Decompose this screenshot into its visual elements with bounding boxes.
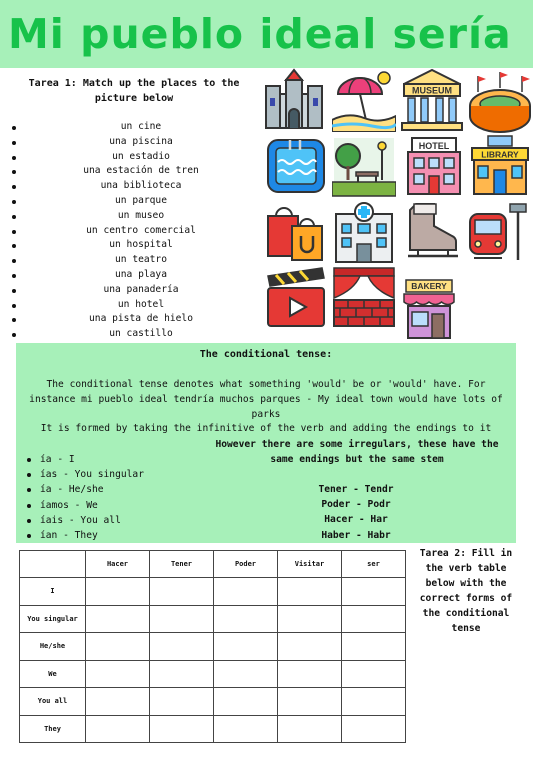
- answer-cell[interactable]: [86, 688, 150, 716]
- person-row-label: I: [20, 578, 86, 606]
- ending-item: ían - They: [24, 528, 194, 543]
- verb-table: [19, 550, 406, 743]
- page-title: Mi pueblo ideal sería: [8, 10, 512, 58]
- train-station-icon: [466, 200, 530, 264]
- answer-cell[interactable]: [214, 715, 278, 743]
- answer-cell[interactable]: [86, 715, 150, 743]
- theatre-icon: [332, 266, 396, 330]
- place-item: una panadería: [10, 283, 260, 298]
- table-row: [20, 688, 406, 716]
- table-row: [20, 660, 406, 688]
- beach-icon: [332, 68, 396, 132]
- table-row: [20, 605, 406, 633]
- grammar-intro-text: The conditional tense denotes what something 'would' be or 'would' have. For instance mi pueblo ideal tendría muchos parques - My ideal town would have lots of parks: [29, 379, 503, 420]
- person-row-label: They: [20, 715, 86, 743]
- museum-icon: [400, 68, 464, 132]
- answer-cell[interactable]: [278, 688, 342, 716]
- ending-item: íais - You all: [24, 513, 194, 528]
- answer-cell[interactable]: [150, 605, 214, 633]
- table-row: [20, 633, 406, 661]
- verb-column-header: Tener: [150, 551, 214, 578]
- answer-cell[interactable]: [342, 660, 406, 688]
- places-picture-grid: [262, 66, 533, 338]
- answer-cell[interactable]: [150, 715, 214, 743]
- irregular-stem-item: Hacer - Har: [324, 514, 388, 526]
- answer-cell[interactable]: [86, 660, 150, 688]
- answer-cell[interactable]: [214, 578, 278, 606]
- hospital-icon: [332, 200, 396, 264]
- table-row: [20, 715, 406, 743]
- answer-cell[interactable]: [278, 660, 342, 688]
- person-row-label: You singular: [20, 605, 86, 633]
- bakery-sign-text: BAKERY: [411, 281, 447, 291]
- place-item: un hotel: [10, 298, 260, 313]
- castle-icon: [262, 68, 326, 132]
- answer-cell[interactable]: [342, 688, 406, 716]
- answer-cell[interactable]: [86, 605, 150, 633]
- answer-cell[interactable]: [342, 715, 406, 743]
- place-item: un castillo: [10, 327, 260, 342]
- swimming-pool-icon: [264, 134, 328, 198]
- irregular-stems-list: [286, 482, 426, 543]
- grammar-heading: The conditional tense:: [199, 349, 333, 360]
- grammar-formation-text: It is formed by taking the infinitive of the verb and adding the endings to it: [40, 423, 492, 434]
- irregulars-note: However there are some irregulars, these have the same endings but the same stem: [215, 439, 499, 465]
- answer-cell[interactable]: [278, 715, 342, 743]
- answer-cell[interactable]: [278, 633, 342, 661]
- place-item: una estación de tren: [10, 164, 260, 179]
- irregular-stem-item: Haber - Habr: [321, 529, 391, 541]
- person-row-label: He/she: [20, 633, 86, 661]
- place-item: un parque: [10, 194, 260, 209]
- verb-column-header: Hacer: [86, 551, 150, 578]
- conditional-tense-section: [16, 343, 516, 543]
- answer-cell[interactable]: [150, 660, 214, 688]
- verb-column-header: Poder: [214, 551, 278, 578]
- person-row-label: We: [20, 660, 86, 688]
- place-item: una pista de hielo: [10, 312, 260, 327]
- irregular-stem-item: Tener - Tendr: [318, 484, 394, 495]
- irregular-stem-item: Poder - Podr: [321, 499, 391, 511]
- answer-cell[interactable]: [214, 660, 278, 688]
- museum-sign-text: MUSEUM: [412, 85, 452, 96]
- places-list: [10, 120, 260, 342]
- place-item: un centro comercial: [10, 224, 260, 239]
- answer-cell[interactable]: [86, 633, 150, 661]
- task1-instruction: Tarea 1: Match up the places to the picture below: [28, 78, 240, 104]
- ending-item: íamos - We: [24, 498, 194, 513]
- title-banner: [0, 0, 533, 68]
- endings-list: [24, 452, 194, 543]
- answer-cell[interactable]: [342, 605, 406, 633]
- library-sign-text: LIBRARY: [481, 149, 519, 160]
- answer-cell[interactable]: [278, 605, 342, 633]
- task2-instruction: Tarea 2: Fill in the verb table below with the correct forms of the conditional tense: [419, 548, 513, 634]
- answer-cell[interactable]: [214, 605, 278, 633]
- bakery-icon: [402, 278, 466, 342]
- answer-cell[interactable]: [150, 578, 214, 606]
- shopping-bags-icon: [264, 200, 328, 264]
- verb-table-header-row: [20, 551, 406, 578]
- hotel-sign-text: HOTEL: [418, 141, 450, 151]
- cinema-icon: [264, 266, 328, 330]
- verb-table-corner-cell: [20, 551, 86, 578]
- ending-item: ía - I: [24, 452, 194, 467]
- ending-item: ías - You singular: [24, 467, 194, 482]
- library-icon: [468, 134, 532, 198]
- hotel-icon: [402, 134, 466, 198]
- answer-cell[interactable]: [86, 578, 150, 606]
- answer-cell[interactable]: [342, 578, 406, 606]
- answer-cell[interactable]: [214, 688, 278, 716]
- place-item: un hospital: [10, 238, 260, 253]
- place-item: una playa: [10, 268, 260, 283]
- table-row: [20, 578, 406, 606]
- answer-cell[interactable]: [342, 633, 406, 661]
- place-item: un museo: [10, 209, 260, 224]
- place-item: un cine: [10, 120, 260, 135]
- answer-cell[interactable]: [214, 633, 278, 661]
- place-item: un teatro: [10, 253, 260, 268]
- answer-cell[interactable]: [150, 633, 214, 661]
- stadium-icon: [468, 70, 532, 134]
- place-item: un estadio: [10, 150, 260, 165]
- verb-column-header: Visitar: [278, 551, 342, 578]
- answer-cell[interactable]: [278, 578, 342, 606]
- person-row-label: You all: [20, 688, 86, 716]
- ending-item: ía - He/she: [24, 482, 194, 497]
- place-item: una piscina: [10, 135, 260, 150]
- ice-skate-icon: [400, 200, 464, 264]
- verb-column-header: ser: [342, 551, 406, 578]
- place-item: una biblioteca: [10, 179, 260, 194]
- answer-cell[interactable]: [150, 688, 214, 716]
- park-icon: [332, 136, 396, 200]
